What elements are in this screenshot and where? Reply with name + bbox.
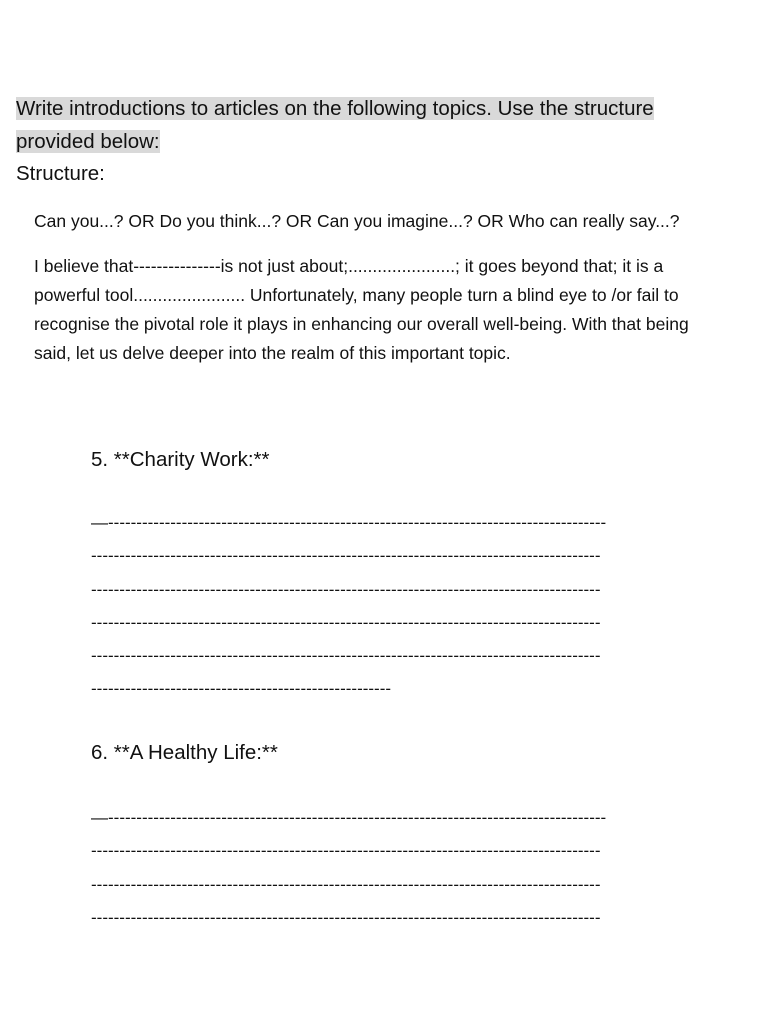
topic-6-answer-lines[interactable] [91,801,715,934]
structure-label: Structure: [16,162,105,185]
answer-line: ------------------------------------------------------------------------------------------ [91,646,601,666]
answer-line: ------------------------------------------------------------------------------------------ [91,874,601,894]
answer-line: ------------------------------------------------------------------------------------------ [91,841,601,861]
answer-line: ------------------------------------------------------------------------------------------ [91,907,601,927]
instruction-line-2: provided below: [16,130,160,153]
answer-line: ------------------------------------------------------------------------------------------ [91,546,601,566]
structure-question: Can you...? OR Do you think...? OR Can you imagine...? OR Who can really say...? [34,211,680,231]
topic-6-title: 6. **A Healthy Life:** [91,741,278,764]
answer-line: —---------------------------------------------------------------------------------------- [91,808,607,827]
answer-line: ----------------------------------------------------- [91,679,392,699]
structure-paragraph: I believe that---------------is not just about;......................; it goes beyond that; it is a powerful tool....................... Unfortunately, many people turn a blind eye to /or fail to recognise the pivotal role it plays in enhancing our overall well-being. With that being said, let us delve deeper into the realm of this important topic. [34,256,689,363]
topic-5-answer-lines[interactable] [91,506,715,706]
answer-line: ------------------------------------------------------------------------------------------ [91,612,601,632]
answer-line: —---------------------------------------------------------------------------------------- [91,513,607,532]
topic-5-title: 5. **Charity Work:** [91,448,270,471]
answer-line: ------------------------------------------------------------------------------------------ [91,579,601,599]
instruction-line-1: Write introductions to articles on the following topics. Use the structure [16,97,654,120]
instruction-text [16,92,686,158]
